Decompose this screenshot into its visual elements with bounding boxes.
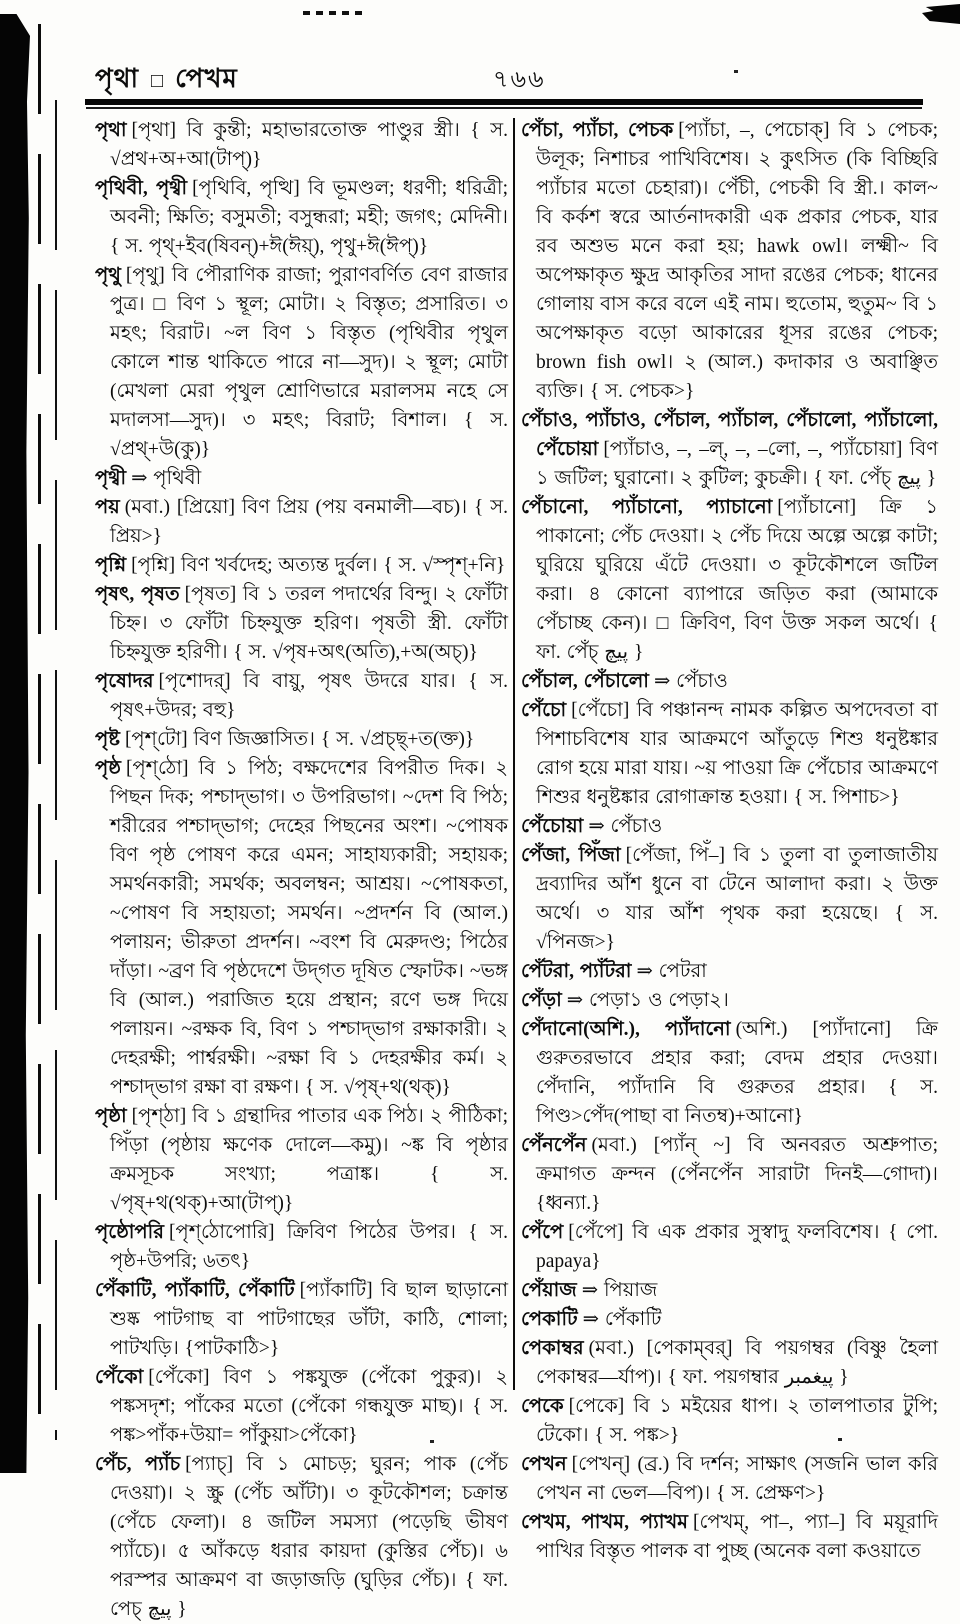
dictionary-entry <box>521 667 938 696</box>
entry-headword: পেঁচোয়া <box>521 816 584 837</box>
entry-headword: পৃষোদর <box>95 671 154 692</box>
entry-body: [পেঁপে] বি এক প্রকার সুস্বাদু ফলবিশেষ। { পো. papaya} <box>536 1222 938 1272</box>
entry-headword: পৃশ্নি <box>95 555 127 576</box>
left-column <box>95 116 509 1620</box>
entry-body: [পেখন্] (ব্র.) বি দর্শন; সাক্ষাৎ (সজনি ভাল করি পেখন না ভেল—বিপ)। { স. প্রেক্ষণ>} <box>536 1454 938 1504</box>
scan-specks <box>303 11 363 15</box>
entry-body: [প্যাঁচাও, –, –ল্, –, –লো, –, প্যাঁচোয়া] বিণ ১ জটিল; ঘুরানো। ২ কুটিল; কুচক্রী। { ফা. পেঁচ্ پیچ } <box>536 439 938 489</box>
entry-headword: পৃথিবী, পৃথ্বী <box>95 178 188 199</box>
entry-body: [পেঁকো] বিণ ১ পঙ্কযুক্ত (পেঁকো পুকুর)। ২ পঙ্কসদৃশ; পাঁকের মতো (পেঁকো গন্ধযুক্ত মাছ)। { স. পঙ্ক>পাঁক+উয়া= পাঁকুয়া>পেঁকো} <box>110 1367 508 1446</box>
entry-body: ⇒ পেঁচাও <box>588 816 663 837</box>
entry-body: [পৃশ্‌ঠো] বি ১ পিঠ; বক্ষদেশের বিপরীত দিক। ২ পিছন দিক; পশ্চাদ্‌ভাগ। ৩ উপরিভাগ। ~দেশ বি পিঠ; শরীরের পশ্চাদ্‌ভাগ; দেহের পিছনের অংশ। ~পোষক বিণ পৃষ্ঠ পোষণ করে এমন; সাহায্যকারী; সহায়ক; সমর্থনকারী; সমর্থক; অবলম্বন; আশ্রয়। ~পোষকতা, ~পোষণ বি সহায়তা; সমর্থন। ~প্রদর্শন বি (আল.) পলায়ন; ভীরুতা প্রদর্শন। ~বংশ বি মেরুদণ্ড; পিঠের দাঁড়া। ~ব্রণ বি পৃষ্ঠদেশে উদ্‌গত দূষিত স্ফোটক। ~ভঙ্গ বি (আল.) পরাজিত হয়ে প্রস্থান; রণে ভঙ্গ দিয়ে পলায়ন। ~রক্ষক বি, বিণ ১ পশ্চাদ্‌ভাগ রক্ষাকারী। ২ দেহরক্ষী; পার্শ্বরক্ষী। ~রক্ষা বি ১ দেহরক্ষীর কর্ম। ২ পশ্চাদ্‌ভাগ রক্ষা বা রক্ষণ। { স. √পৃষ্+থ(থক্)} <box>110 758 508 1098</box>
entry-body: ⇒ পেঁচাও <box>653 671 728 692</box>
dictionary-entry <box>521 696 938 812</box>
entry-headword: পেকে <box>521 1396 564 1417</box>
entry-body: [পৃশ্‌ঠা] বি ১ গ্রন্থাদির পাতার এক পিঠ। ২ পীঠিকা; পিঁড়া (পৃষ্ঠায় ক্ষণেক দোলে—কমু)। ~ঙ্ক বি পৃষ্ঠার ক্রমসূচক সংখ্যা; পত্রাঙ্ক। { স. √পৃষ্+থ(থক্)+আ(টাপ্)} <box>110 1106 508 1214</box>
entry-body: [পেখম্, পা–, প্যা–] বি ময়ূরাদি পাখির বিস্তৃত পালক বা পুচ্ছ (অনেক বলা কওয়াতে <box>536 1512 938 1562</box>
entry-body: [পৃথিবি, পৃত্থি] বি ভূমণ্ডল; ধরণী; ধরিত্রী; অবনী; ক্ষিতি; বসুমতী; বসুন্ধরা; মহী; জগৎ; মেদিনী। { স. পৃথ্+ইব(ষিবন্)+ঈ(ঈয়্), পৃথু+ঈ(ঈপ্)} <box>110 178 508 257</box>
entry-headword: পেকাম্বর <box>521 1338 584 1359</box>
page-header <box>95 58 925 102</box>
entry-body: ⇒ পিয়াজ <box>581 1280 658 1301</box>
entry-body: [পেকে] বি ১ মইয়ের ধাপ। ২ তালপাতার টুপি; টেকো। { স. পঙ্ক>} <box>536 1396 938 1446</box>
entry-headword: পেঁড়া <box>521 990 562 1011</box>
entry-body: [পেঁজা, পিঁ–] বি ১ তুলা বা তুলাজাতীয় দ্রব্যাদির আঁশ ধুনে বা টেনে আলাদা করা। ২ উক্ত অর্থে। ৩ যার আঁশ পৃথক করা হয়েছে। { স. √পিনজ>} <box>536 845 938 953</box>
dictionary-entry <box>95 580 508 667</box>
entry-headword: পেঁটরা, প্যাঁটরা <box>521 961 632 982</box>
dictionary-entry <box>95 464 508 493</box>
dictionary-entry <box>95 725 508 754</box>
dictionary-entry <box>95 1450 508 1624</box>
dictionary-entry <box>521 986 938 1015</box>
dictionary-entry <box>521 1218 938 1276</box>
dictionary-entry <box>95 667 508 725</box>
entry-body: ⇒ পেঁকাটি <box>582 1309 662 1330</box>
guide-word-right: পেখম <box>175 64 238 93</box>
entry-body: [প্যাঁচা, –, পেচোক্] বি ১ পেচক; উলূক; নিশাচর পাখিবিশেষ। ২ কুৎসিত (কি বিচ্ছিরি প্যাঁচার মতো চেহারা)। পেঁচী, পেচকী বি স্ত্রী.। কাল~ বি কর্কশ স্বরে আর্তনাদকারী এক প্রকার পেচক, যার রব অশুভ মনে করা হয়; hawk owl। লক্ষ্মী~ বি অপেক্ষাকৃত ক্ষুদ্র আকৃতির সাদা রঙের পেচক; ধানের গোলায় বাস করে বলে এই নাম। হুতোম, হুতুম~ বি ১ অপেক্ষাকৃত বড়ো আকারের ধূসর রঙের পেচক; brown fish owl। ২ (আল.) কদাকার ও অবাঞ্ছিত ব্যক্তি। { স. পেচক>} <box>536 120 938 402</box>
entry-body: (মবা.) [পেকাম্‌বর্] বি পয়গম্বর (বিষ্ণু হৈলা পেকাম্বর—র্যাপ)। { ফা. পয়গম্বার پیغمبر } <box>536 1338 938 1388</box>
dictionary-entry <box>95 1218 508 1276</box>
entry-body: ⇒ পেটরা <box>636 961 707 982</box>
scan-corner-streak <box>922 4 960 24</box>
entry-headword: পৃষৎ, পৃষত <box>95 584 180 605</box>
column-divider <box>513 118 515 1390</box>
entry-body: [প্যাঁচানো] ক্রি ১ পাকানো; পেঁচ দেওয়া। ২ পেঁচ দিয়ে অল্পে অল্পে কাটা; ঘুরিয়ে ঘুরিয়ে এঁটে দেওয়া। ৩ কূটকৌশলে জটিল করা। ৪ কোনো ব্যাপারে জড়িত করা (আমাকে পেঁচাচ্ছ কেন)। □ ক্রিবিণ, বিণ উক্ত সকল অর্থে। { ফা. পেঁচ্ پیچ } <box>536 497 938 663</box>
entry-headword: পেঁচ, প্যাঁচ <box>95 1454 181 1475</box>
entry-headword: পেখম, পাখম, প্যাখম <box>521 1512 689 1533</box>
entry-body: [পৃশ্নি] বিণ খর্বদেহ; অত্যন্ত দুর্বল। { স. √স্পৃশ্+নি} <box>131 555 506 576</box>
scan-edge-line <box>55 60 57 1440</box>
page-number: ৭৬৬ <box>492 67 546 93</box>
entry-body: [পৃশ্‌টো] বিণ জিজ্ঞাসিত। { স. √প্রচ্ছ্+ত(ক্ত)} <box>124 729 475 750</box>
entry-body: [পৃথা] বি কুন্তী; মহাভারতোক্ত পাণ্ডুর স্ত্রী। { স. √প্রথ+অ+আ(টাপ্)} <box>110 120 508 170</box>
dictionary-entry <box>95 1363 508 1450</box>
dictionary-entry <box>521 812 938 841</box>
entry-headword: পেঁকো <box>95 1367 144 1388</box>
entry-headword: পৃথু <box>95 265 121 286</box>
entry-body: (অশি.) [প্যাঁদানো] ক্রি গুরুতরভাবে প্রহার করা; বেদম প্রহার দেওয়া। পেঁদানি, প্যাঁদানি বি গুরুতর প্রহার। { স. পিণ্ড>পেঁদ(পাছা বা নিতম্ব)+আনো} <box>536 1019 938 1127</box>
entry-headword: পৃথ্বী <box>95 468 127 489</box>
entry-body: [পৃশ্‌ঠোপোরি] ক্রিবিণ পিঠের উপর। { স. পৃষ্ঠ+উপরি; ৬তৎ} <box>110 1222 508 1272</box>
dictionary-entry <box>95 754 508 1102</box>
dictionary-entry <box>521 1276 938 1305</box>
entry-headword: পেঁচানো, প্যাঁচানো, প্যাচানো <box>521 497 773 518</box>
header-rule <box>85 99 923 107</box>
entry-body: ⇒ পৃথিবী <box>131 468 202 489</box>
entry-headword: পয় <box>95 497 120 518</box>
entry-headword: পেঁজা, পিঁজা <box>521 845 621 866</box>
dictionary-entry <box>95 174 508 261</box>
right-column <box>521 116 938 1562</box>
dictionary-entry <box>521 1334 938 1392</box>
entry-headword: পেঁচা, প্যাঁচা, পেচক <box>521 120 674 141</box>
dictionary-entry <box>95 1102 508 1218</box>
dictionary-entry <box>521 1131 938 1218</box>
dictionary-entry <box>95 261 508 464</box>
entry-headword: পৃষ্ট <box>95 729 120 750</box>
entry-headword: পৃষ্ঠ <box>95 758 121 779</box>
dictionary-body <box>95 116 938 1620</box>
entry-headword: পৃষ্ঠোপরি <box>95 1222 164 1243</box>
entry-body: [পৃথু] বি পৌরাণিক রাজা; পুরাণবর্ণিত বেণ রাজার পুত্র। □ বিণ ১ স্থূল; মোটা। ২ বিস্তৃত; প্রসারিত। ৩ মহৎ; বিরাট। ~ল বিণ ১ বিস্তৃত (পৃথিবীর পৃথুল কোলে শান্ত থাকিতে পারে না—সুদ)। ২ স্থূল; মোটা (মেখলা মেরা পৃথুল শ্রোণিভারে মরালসম নহে সে মদালসা—সুদ)। ৩ মহৎ; বিরাট; বিশাল। { স. √প্রথ্+উ(কু)} <box>110 265 508 460</box>
entry-body: [পৃশোদর্] বি বায়ু, পৃষৎ উদরে যার। { স. পৃষৎ+উদর; বহু} <box>110 671 508 721</box>
guide-word-left: পৃথা <box>95 64 140 93</box>
entry-headword: পেকাটি <box>521 1309 578 1330</box>
entry-body: [পেঁচো] বি পঞ্চানন্দ নামক কল্পিত অপদেবতা বা পিশাচবিশেষ যার আক্রমণে আঁতুড়ে শিশু ধনুষ্টঙ্কার রোগ হয়ে মারা যায়। ~য় পাওয়া ক্রি পেঁচোর আক্রমণে শিশুর ধনুষ্টঙ্কার রোগাক্রান্ত হওয়া। { স. পিশাচ>} <box>536 700 938 808</box>
entry-body: (মবা.) [প্যাঁন্ ~] বি অনবরত অশ্রুপাত; ক্রমাগত ক্রন্দন (পেঁনপেঁন সারাটা দিনই—গোদা)। {ধ্বন্যা.} <box>536 1135 938 1214</box>
entry-headword: পেঁদানো(অশি.), প্যাঁদানো <box>521 1019 731 1040</box>
dictionary-entry <box>95 116 508 174</box>
entry-headword: পেঁনপেঁন <box>521 1135 587 1156</box>
dictionary-entry <box>95 1276 508 1363</box>
scan-edge-line <box>38 24 41 1444</box>
guide-word-separator-icon: □ <box>151 70 164 92</box>
entry-headword: পেঁকাটি, প্যাঁকাটি, পেঁকাটি <box>95 1280 295 1301</box>
entry-body: [প্যাচ্] বি ১ মোচড়; ঘুরন; পাক (পেঁচ দেওয়া)। ২ স্ক্রু (পেঁচ আঁটা)। ৩ কূটকৌশল; চক্রান্ত (পেঁচে ফেলা)। ৪ জটিল সমস্যা (পড়েছি ভীষণ প্যাঁচে)। ৫ আঁকড়ে ধরার কায়দা (কুস্তির পেঁচ)। ৬ পরস্পর আক্রমণ বা জড়াজড়ি (ঘুড়ির পেঁচ)। { ফা. পেচ্ پیچ } <box>110 1454 508 1620</box>
entry-headword: পেঁয়াজ <box>521 1280 577 1301</box>
dictionary-entry <box>521 1305 938 1334</box>
dictionary-entry <box>521 493 938 667</box>
dictionary-entry <box>95 493 508 551</box>
entry-body: [প্যাঁকাটি] বি ছাল ছাড়ানো শুষ্ক পাটগাছ বা পাটগাছের ডাঁটা, কাঠি, শোলা; পাটখড়ি। {পাটকাঠি>} <box>110 1280 508 1359</box>
dictionary-entry <box>95 551 508 580</box>
dictionary-entry <box>521 1015 938 1131</box>
entry-body: ⇒ পেড়া১ ও পেড়া২। <box>566 990 729 1011</box>
entry-body: [পৃষত] বি ১ তরল পদার্থের বিন্দু। ২ ফোঁটা চিহ্ন। ৩ ফোঁটা চিহ্নযুক্ত হরিণ। পৃষতী স্ত্রী. ফোঁটা চিহ্নযুক্ত হরিণী। { স. √পৃষ+অৎ(অতি),+অ(অচ্)} <box>110 584 509 663</box>
dictionary-entry <box>521 841 938 957</box>
entry-headword: পেখন <box>521 1454 567 1475</box>
entry-headword: পৃষ্ঠা <box>95 1106 127 1127</box>
dictionary-entry <box>521 957 938 986</box>
entry-body: (মবা.) [প্রিয়ো] বিণ প্রিয় (পয় বনমালী—বচ)। { স. প্রিয়>} <box>110 497 508 547</box>
dictionary-entry <box>521 1508 938 1566</box>
dictionary-entry <box>521 1392 938 1450</box>
dictionary-entry <box>521 1450 938 1508</box>
entry-headword: পেঁচো <box>521 700 567 721</box>
scan-edge-bar <box>0 14 30 1473</box>
entry-headword: পেঁপে <box>521 1222 564 1243</box>
entry-headword: পেঁচাও, প্যাঁচাও, পেঁচাল, প্যাঁচাল, পেঁচালো, প্যাঁচালো, পেঁচোয়া <box>521 410 938 460</box>
dictionary-entry <box>521 116 938 406</box>
dictionary-entry <box>521 406 938 493</box>
entry-headword: পৃথা <box>95 120 127 141</box>
entry-headword: পেঁচাল, পেঁচালো <box>521 671 649 692</box>
